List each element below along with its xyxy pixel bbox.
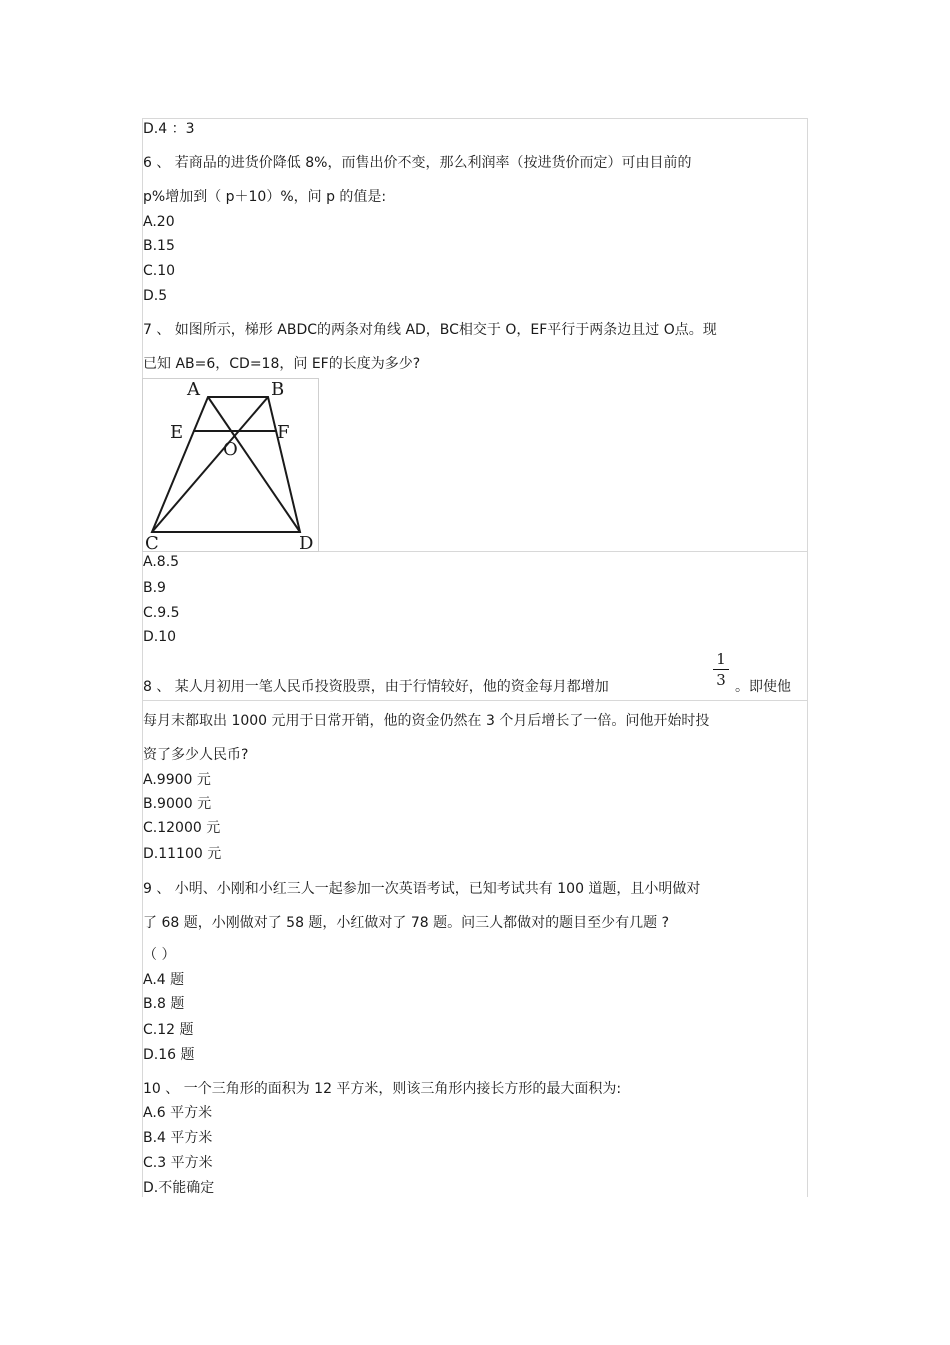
text-line: 每月末都取出 1000 元用于日常开销，他的资金仍然在 3 个月后增长了一倍。问他开始时投 [143,713,710,729]
text-line: 6 、 若商品的进货价降低 8%，而售出价不变，那么利润率（按进货价而定）可由目前的 [143,155,692,171]
text-line: A.8.5 [143,554,180,570]
trapezoid-outline [152,397,300,532]
trapezoid-diagram [143,379,318,551]
text-line: D.不能确定 [143,1180,215,1196]
diagonal-ad [208,397,300,532]
fraction-bar [713,669,729,670]
label-o: O [223,439,238,460]
label-f: F [277,422,290,443]
label-c: C [145,533,159,551]
text-line: D.5 [143,288,168,304]
text-line: C.12000 元 [143,820,221,836]
text-line: 10 、 一个三角形的面积为 12 平方米，则该三角形内接长方形的最大面积为: [143,1081,622,1097]
text-line: 9 、 小明、小刚和小红三人一起参加一次英语考试，已知考试共有 100 道题，且小明做对 [143,881,701,897]
text-line: 已知 AB=6，CD=18，问 EF的长度为多少? [143,356,421,372]
fraction-numerator: 1 [716,650,726,668]
text-line: D.11100 元 [143,846,222,862]
text-line: 7 、 如图所示，梯形 ABDC的两条对角线 AD，BC相交于 O，EF平行于两条边且过 O点。现 [143,322,717,338]
text-line: C.9.5 [143,605,180,621]
text-line: B.4 平方米 [143,1130,213,1146]
text-line: B.8 题 [143,996,185,1012]
text-line: 了 68 题，小刚做对了 58 题，小红做对了 78 题。问三人都做对的题目至少有几题 ? [143,915,670,931]
text-line: A.9900 元 [143,772,211,788]
trapezoid-figure [142,378,319,552]
fraction-one-third [713,651,729,688]
diagonal-bc [152,397,268,532]
text-line: B.9 [143,580,166,596]
text-line: C.12 题 [143,1022,194,1038]
label-a: A [187,379,200,400]
label-d: D [299,533,314,551]
text-line: D.10 [143,629,177,645]
text-line: A.20 [143,214,175,230]
text-line: A.6 平方米 [143,1105,213,1121]
text-line: 资了多少人民币? [143,747,249,763]
fraction-suffix: 。即使他 [735,679,791,695]
text-line: B.9000 元 [143,796,212,812]
text-line: D.4 ：3 [143,121,195,137]
fraction-denominator: 3 [716,671,726,689]
label-b: B [271,379,285,400]
text-line: A.4 题 [143,972,185,988]
text-line: （ ） [143,947,176,963]
text-line: p%增加到（ p＋10）%，问 p 的值是: [143,189,387,205]
text-line: C.10 [143,263,176,279]
text-line: D.16 题 [143,1047,195,1063]
text-line: 8 、 某人月初用一笔人民币投资股票，由于行情较好，他的资金每月都增加 [143,679,609,695]
trapezoid-lines [152,397,300,532]
page-frame-bottom [142,700,808,1197]
text-line: B.15 [143,238,175,254]
label-e: E [170,422,184,443]
text-line: C.3 平方米 [143,1155,213,1171]
